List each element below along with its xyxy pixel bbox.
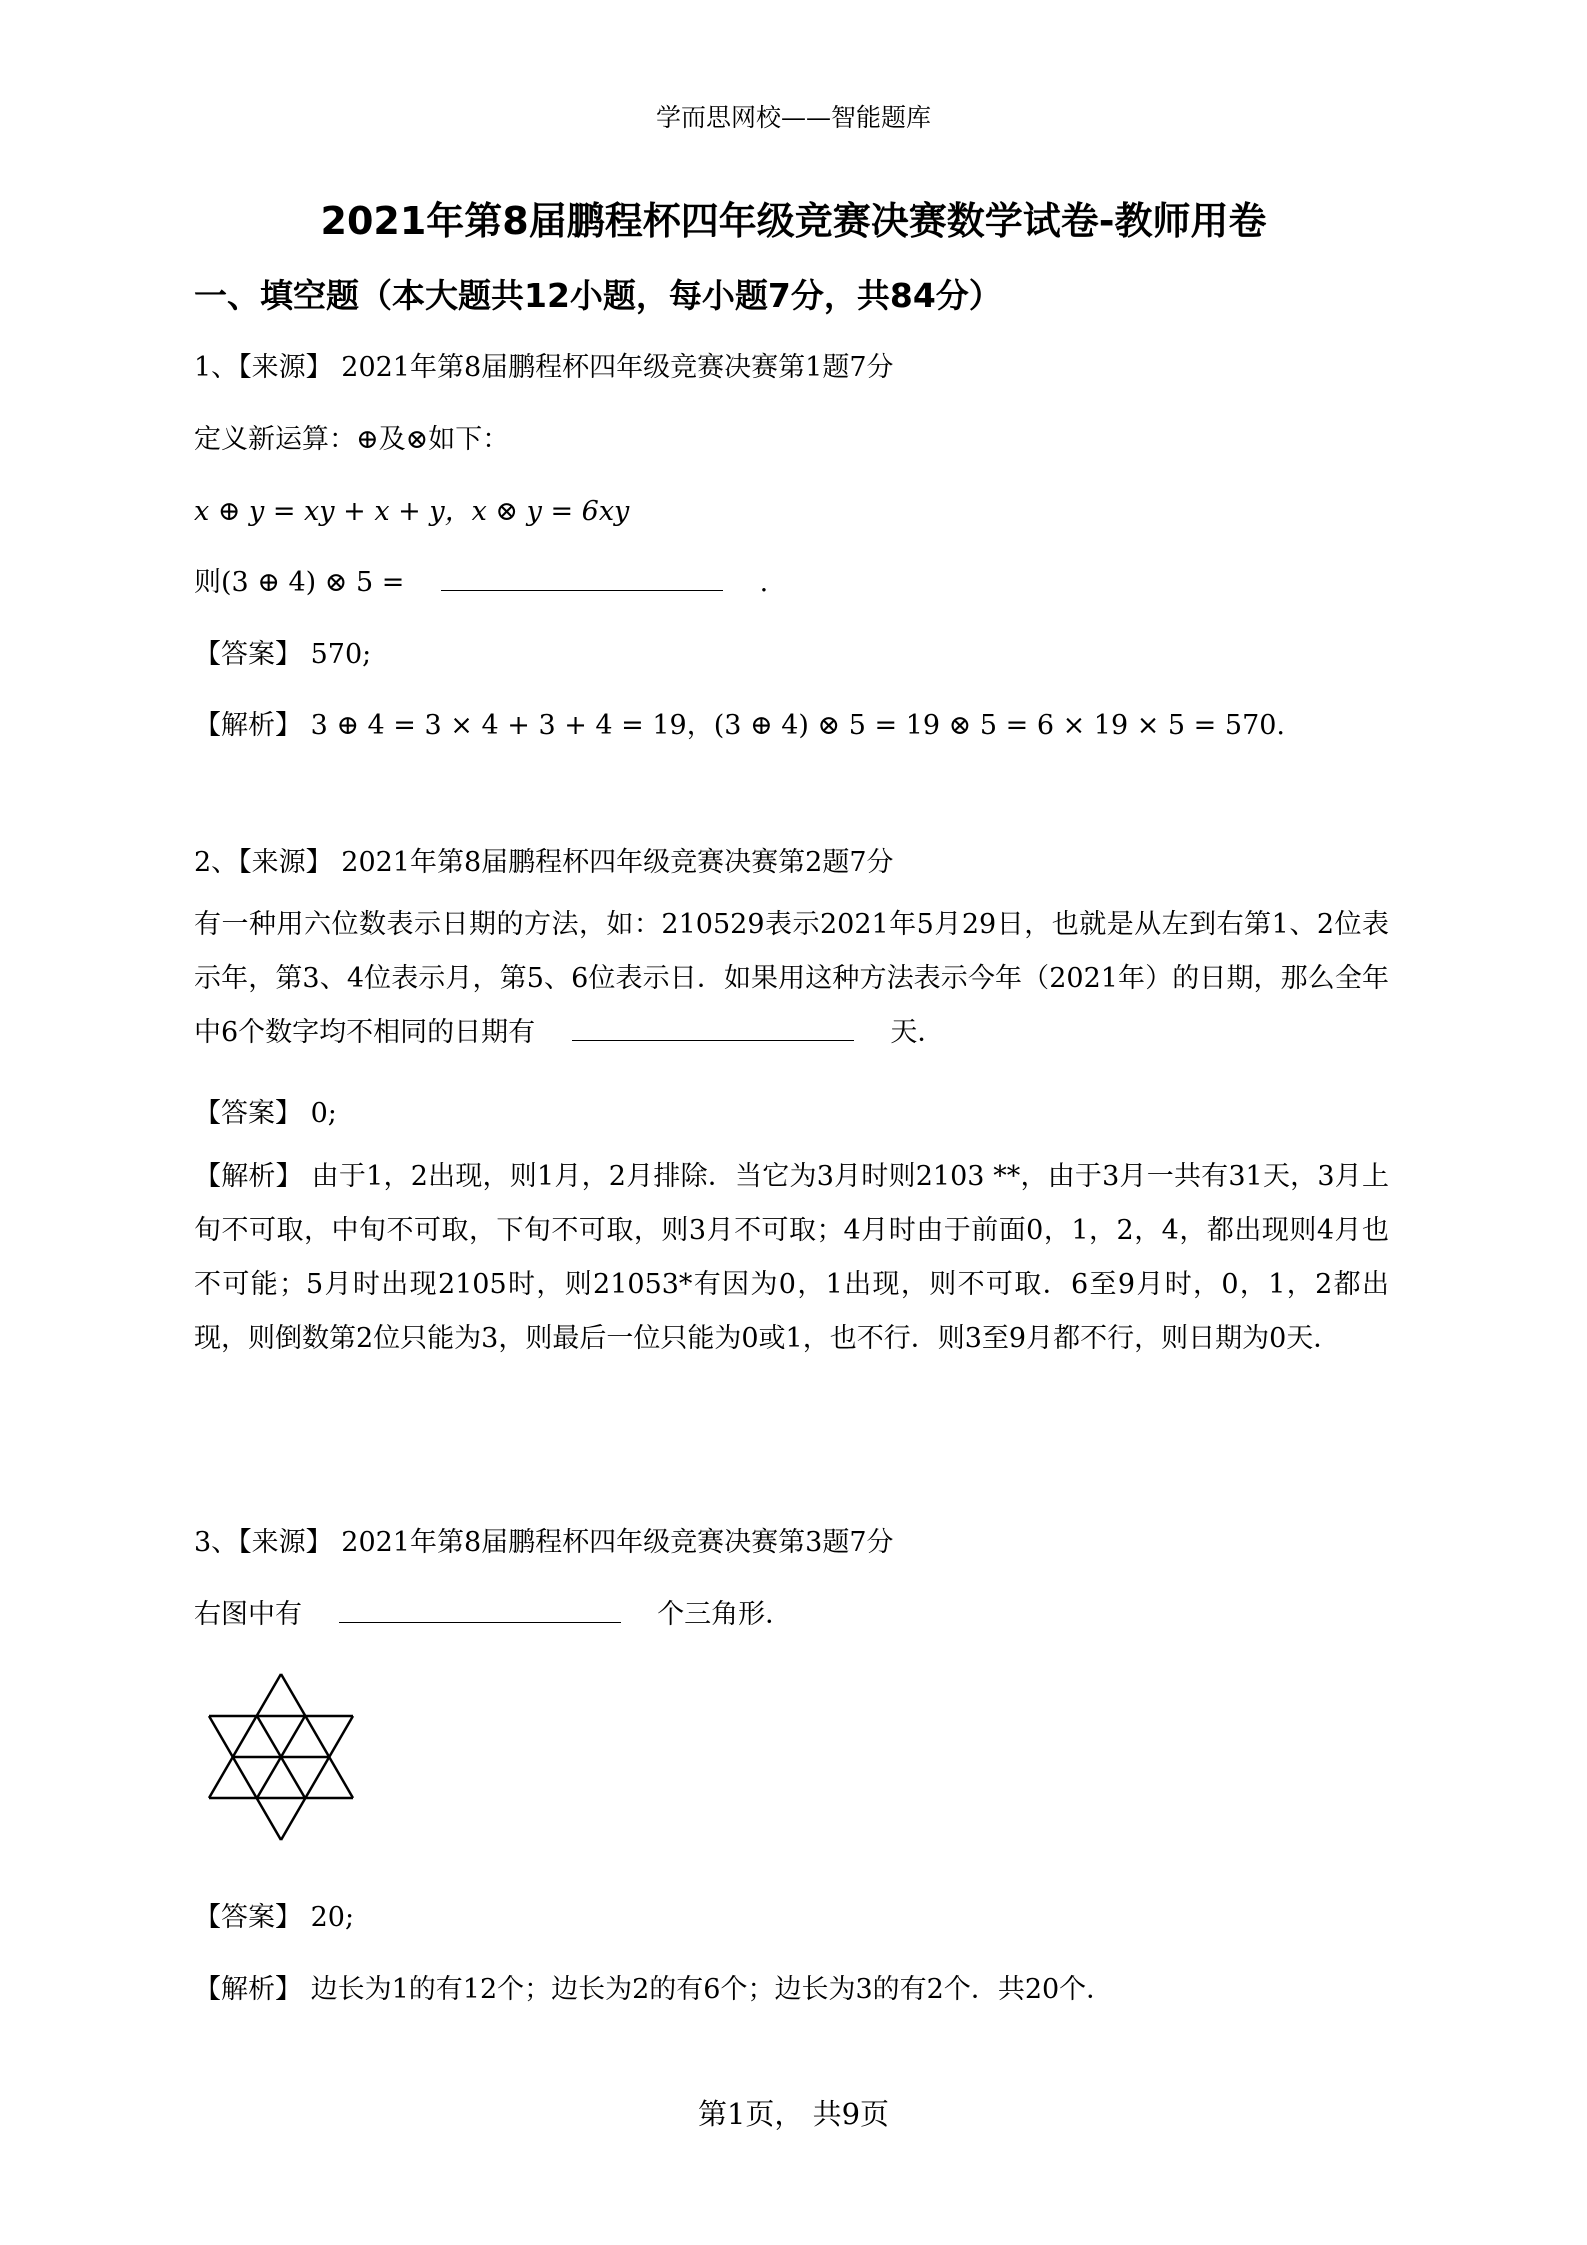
q2-source: 2、【来源】 2021年第8届鹏程杯四年级竞赛决赛第2题7分: [194, 847, 894, 878]
q3-answer: 【答案】 20;: [194, 1902, 355, 1933]
q1-answer-blank: [441, 589, 723, 591]
q3-source: 3、【来源】 2021年第8届鹏程杯四年级竞赛决赛第3题7分: [194, 1527, 894, 1558]
q1-source: 1、【来源】 2021年第8届鹏程杯四年级竞赛决赛第1题7分: [194, 352, 894, 383]
q2-answer-blank: [572, 1039, 854, 1041]
hexagram-figure: [205, 1670, 365, 1850]
q2-answer: 【答案】 0;: [194, 1098, 337, 1129]
q3-question: [194, 1592, 792, 1631]
q1-formula: x ⊕ y = xy + x + y，x ⊗ y = 6xy: [194, 496, 630, 527]
q2-text-suffix: 天．: [890, 1017, 945, 1048]
q1-question: [194, 560, 768, 599]
page-title: 2021年第8届鹏程杯四年级竞赛决赛数学试卷-教师用卷: [320, 199, 1267, 243]
q1-ask-prefix: 则(3 ⊕ 4) ⊗ 5 =: [194, 567, 405, 598]
q3-ask-prefix: 右图中有: [194, 1599, 302, 1630]
section-heading: 一、填空题（本大题共12小题，每小题7分，共84分）: [194, 276, 1002, 315]
q2-analysis: 【解析】 由于1，2出现，则1月，2月排除．当它为3月时则2103 **，由于3月一共有31天，3月上旬不可取，中旬不可取，下旬不可取，则3月不可取；4月时由于前面0，1，2，4，都出现则4月也不可能；5月时出现2105时，则21053*有因为0，1出现，则不可取．6至9月时，0，1，2都出现，则倒数第2位只能为3，则最后一位只能为0或1，也不行．则3至9月都不行，则日期为0天．: [194, 1161, 1389, 1354]
q3-analysis: 【解析】 边长为1的有12个；边长为2的有6个；边长为3的有2个．共20个．: [194, 1974, 1114, 2005]
q3-ask-suffix: 个三角形．: [657, 1599, 793, 1630]
q1-ask-suffix: .: [759, 567, 769, 598]
page-header: 学而思网校——智能题库: [655, 103, 931, 132]
q2-question: [194, 898, 1389, 1060]
q1-answer: 【答案】 570;: [194, 639, 372, 670]
q3-answer-blank: [339, 1621, 621, 1623]
q2-text: 有一种用六位数表示日期的方法，如：210529表示2021年5月29日，也就是从左到右第1、2位表示年，第3、4位表示月，第5、6位表示日．如果用这种方法表示今年（2021年）的日期，那么全年中6个数字均不相同的日期有: [194, 909, 1389, 1048]
q1-analysis: 【解析】 3 ⊕ 4 = 3 × 4 + 3 + 4 = 19，(3 ⊕ 4) ⊗ 5 = 19 ⊗ 5 = 6 × 19 × 5 = 570.: [194, 710, 1286, 741]
q1-intro: 定义新运算：⊕及⊗如下：: [194, 424, 510, 455]
page-footer: 第1页， 共9页: [697, 2097, 890, 2131]
